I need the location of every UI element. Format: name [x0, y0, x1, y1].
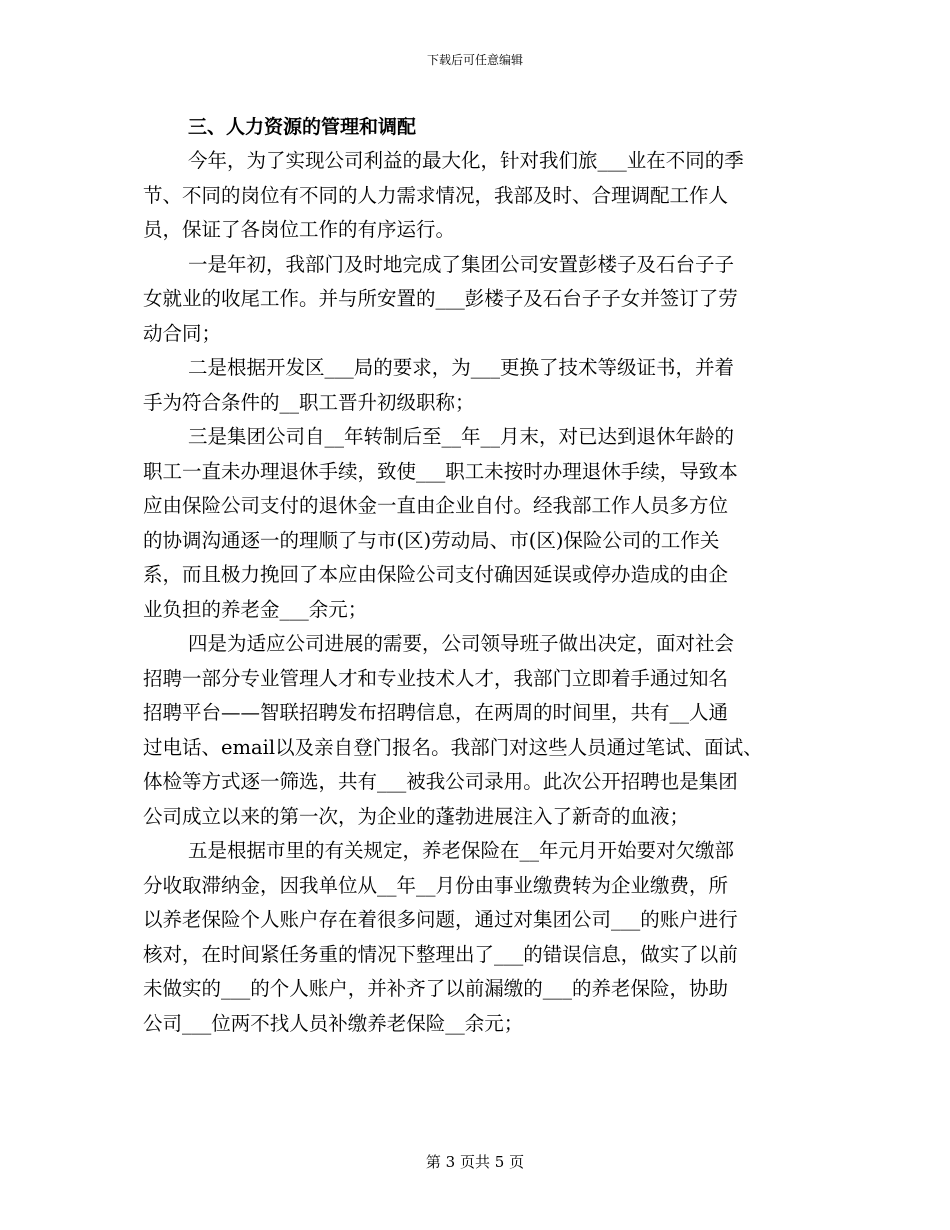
paragraph — [143, 248, 808, 352]
paragraph-line: 职工一直未办理退休手续，致使___职工未按时办理退休手续，导致本 — [143, 459, 738, 483]
paragraph — [143, 834, 808, 1041]
paragraph-line: 今年，为了实现公司利益的最大化，针对我们旅___业在不同的季 — [188, 149, 744, 172]
paragraph-line: 过电话、email以及亲自登门报名。我部门对这些人员通过笔试、面试、 — [143, 735, 763, 759]
document-body — [143, 110, 808, 1041]
paragraph-line: 分收取滞纳金，因我单位从__年__月份由事业缴费转为企业缴费，所 — [143, 873, 729, 897]
paragraph-line: 系，而且极力挽回了本应由保险公司支付确因延误或停办造成的由企 — [143, 563, 729, 586]
paragraph-line: 业负担的养老金___余元； — [143, 597, 368, 621]
paragraph-line: 应由保险公司支付的退休金一直由企业自付。经我部工作人员多方位 — [143, 494, 729, 517]
paragraph — [143, 627, 808, 834]
section-title: 三、人力资源的管理和调配 — [188, 116, 417, 138]
paragraph-line: 体检等方式逐一筛选，共有___被我公司录用。此次公开招聘也是集团 — [143, 770, 738, 793]
paragraph-line: 二是根据开发区___局的要求，为___更换了技术等级证书，并着 — [188, 356, 735, 379]
paragraph-line: 招聘平台——智联招聘发布招聘信息，在两周的时间里，共有__人通 — [143, 701, 729, 724]
paragraph-line: 节、不同的岗位有不同的人力需求情况，我部及时、合理调配工作人 — [143, 183, 729, 207]
paragraph — [143, 144, 808, 248]
paragraph-line: 以养老保险个人账户存在着很多问题，通过对集团公司___的账户进行 — [143, 908, 738, 931]
paragraph-line: 手为符合条件的__职工晋升初级职称； — [143, 390, 475, 414]
paragraph-line: 动合同； — [143, 321, 222, 345]
paragraph-line: 未做实的___的个人账户，并补齐了以前漏缴的___的养老保险，协助 — [143, 977, 729, 1000]
page-footer: 第 3 页共 5 页 — [425, 1153, 525, 1171]
paragraph-line: 公司成立以来的第一次，为企业的蓬勃进展注入了新奇的血液； — [143, 804, 690, 828]
paragraph — [143, 420, 808, 627]
paragraph-list — [143, 144, 808, 1041]
paragraph-line: 员，保证了各岗位工作的有序运行。 — [143, 218, 456, 241]
paragraph-line: 四是为适应公司进展的需要，公司领导班子做出决定，面对社会 — [188, 632, 735, 655]
paragraph-line: 女就业的收尾工作。并与所安置的___彭楼子及石台子子女并签订了劳 — [143, 287, 738, 310]
paragraph — [143, 351, 808, 420]
paragraph-line: 公司___位两不找人员补缴养老保险__余元； — [143, 1011, 524, 1035]
paragraph-line: 三是集团公司自__年转制后至__年__月末，对已达到退休年龄的 — [188, 425, 735, 448]
paragraph-line: 五是根据市里的有关规定，养老保险在__年元月开始要对欠缴部 — [188, 839, 735, 862]
paragraph-line: 核对，在时间紧任务重的情况下整理出了___的错误信息，做实了以前 — [143, 942, 738, 966]
paragraph-line: 一是年初，我部门及时地完成了集团公司安置彭楼子及石台子子 — [188, 252, 735, 276]
page-header: 下载后可任意编辑 — [426, 53, 523, 67]
paragraph-line: 的协调沟通逐一的理顺了与市(区)劳动局、市(区)保险公司的工作关 — [143, 528, 720, 552]
paragraph-line: 招聘一部分专业管理人才和专业技术人才，我部门立即着手通过知名 — [143, 666, 729, 690]
